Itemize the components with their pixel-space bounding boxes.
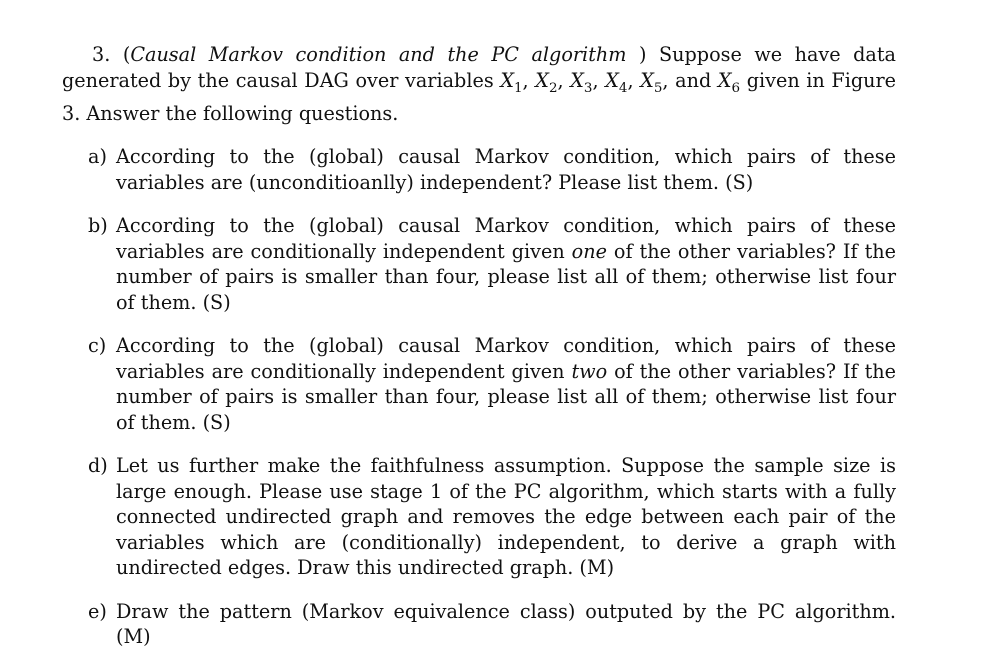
question-list bbox=[62, 144, 896, 650]
question-a bbox=[88, 144, 896, 195]
question-emphasis: one bbox=[571, 239, 607, 263]
separator: , bbox=[522, 68, 536, 92]
question-text-after: of the other variables? If the number of pairs is smaller than four, please list all of them; otherwise list four of them. (S) bbox=[116, 239, 896, 314]
question-e bbox=[88, 599, 896, 650]
question-b bbox=[88, 213, 896, 315]
question-text: According to the (global) causal Markov condition, which pairs of these variables are (unconditioanlly) independent? Please list them. (S) bbox=[116, 145, 896, 194]
variable-x6: $X_6$ bbox=[717, 68, 741, 96]
title-open-paren: ( bbox=[122, 43, 131, 66]
question-text-before: According to the (global) causal Markov condition, which pairs of these variables are conditionally independent given bbox=[116, 334, 896, 383]
problem-number: 3. bbox=[92, 43, 111, 66]
question-label: e) bbox=[88, 599, 107, 623]
problem-title: Causal Markov condition and the PC algorithm bbox=[130, 43, 627, 66]
variable-x5: $X_5$ bbox=[640, 68, 663, 96]
question-text-before: According to the (global) causal Markov condition, which pairs of these variables are conditionally independent given bbox=[116, 214, 896, 263]
problem-intro bbox=[62, 42, 896, 126]
variable-x2: $X_2$ bbox=[535, 68, 558, 96]
question-emphasis: two bbox=[571, 359, 608, 383]
title-close-paren: ) bbox=[638, 43, 647, 66]
question-c bbox=[88, 333, 896, 435]
variable-x4: $X_4$ bbox=[605, 68, 628, 96]
intro-text-1: Suppose we have data generated by the causal DAG over variables bbox=[62, 43, 896, 92]
question-label: c) bbox=[88, 334, 107, 358]
question-label: d) bbox=[88, 454, 108, 478]
separator: , bbox=[627, 68, 641, 92]
variable-x3: $X_3$ bbox=[570, 68, 593, 96]
problem-page bbox=[62, 42, 896, 668]
question-d bbox=[88, 453, 896, 581]
question-label: a) bbox=[88, 145, 107, 169]
variable-x1: $X_1$ bbox=[500, 68, 523, 96]
separator: , and bbox=[662, 68, 718, 92]
question-text-after: of the other variables? If the number of pairs is smaller than four, please list all of them; otherwise list four of them. (S) bbox=[116, 359, 897, 434]
question-text: Let us further make the faithfulness assumption. Suppose the sample size is large enough. Please use stage 1 of the PC algorithm, which starts with a fully connected undirected graph and removes the edge between each pair of the variables which are (conditionally) independent, to derive a graph with undirected edges. Draw this undirected graph. (M) bbox=[116, 454, 896, 580]
separator: , bbox=[557, 68, 571, 92]
separator: , bbox=[592, 68, 606, 92]
intro-text-2: given in Figure 3. Answer the following questions. bbox=[62, 68, 897, 125]
question-text: Draw the pattern (Markov equivalence class) outputed by the PC algorithm. (M) bbox=[116, 599, 896, 649]
question-label: b) bbox=[88, 214, 108, 238]
